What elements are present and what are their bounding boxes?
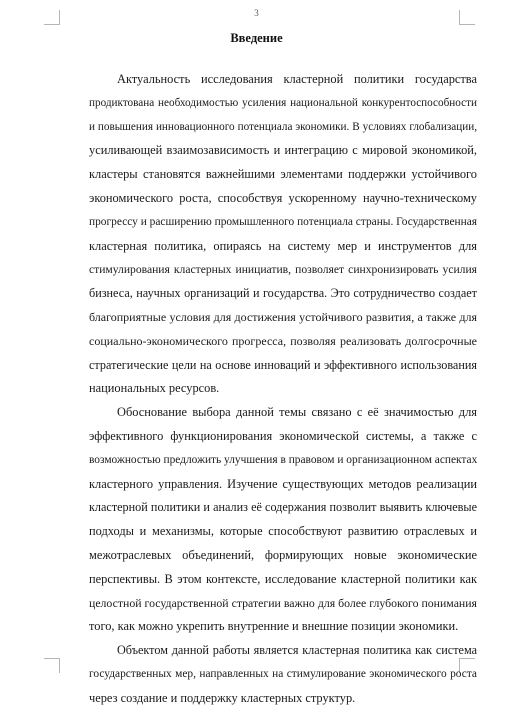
paragraph [89,68,477,401]
text-line: прогрессу и расширению промышленного потенциала страны. Государственная [89,215,478,228]
page-number: 3 [254,8,259,18]
paragraph [89,401,477,639]
body-text [89,68,477,711]
text-line: перспективы. В этом контексте, исследование кластерной политики как [89,571,477,586]
text-line: подходы и механизмы, которые способствуют развитию отраслевых и [89,524,477,539]
text-line: социально-экономического прогресса, позволяя реализовать долгосрочные [89,333,477,348]
text-line: усиливающей взаимозависимость и интеграцию с мировой экономикой, [89,143,477,158]
text-line: продиктована необходимостью усиления национальной конкурентоспособности [89,96,477,109]
text-line: благоприятные условия для достижения устойчивого развития, а также для [89,309,477,324]
page-title: Введение [230,31,283,45]
text-line: бизнеса, научных организаций и государства. Это сотрудничество создает [89,286,477,301]
text-line: стимулирования кластерных инициатив, позволяет синхронизировать усилия [89,263,477,277]
text-line: кластеры становятся важнейшими элементами поддержки устойчивого [89,167,477,182]
text-line: эффективного функционирования экономической системы, а также с [89,428,477,443]
text-line: и повышения инновационного потенциала экономики. В условиях глобализации, [89,120,477,133]
text-line: экономического роста, способствуя ускоренному научно-техническому [89,190,477,205]
text-line: Объектом данной работы является кластерная политика как система [117,643,477,658]
crop-mark [44,658,60,659]
text-line: целостной государственной стратегии важно для более глубокого понимания [89,595,477,610]
crop-mark [459,24,475,25]
text-line: Обоснование выбора данной темы связано с её значимостью для [117,405,477,420]
text-line: того, как можно укрепить внутренние и внешние позиции экономики. [89,619,459,634]
crop-mark [44,24,60,25]
text-line: кластерная политика, опираясь на систему мер и инструментов для [89,238,477,253]
text-line: кластерного управления. Изучение существующих методов реализации [89,476,477,491]
text-line: межотраслевых объединений, формирующих новые экономические [89,547,477,562]
text-line: национальных ресурсов. [89,381,220,396]
text-line: кластерной политики и анализ её содержания позволит выявить ключевые [89,500,477,515]
text-line: через создание и поддержку кластерных структур. [89,690,356,705]
crop-mark [59,658,60,673]
text-line: стратегические цели на основе инноваций и эффективного использования [89,357,477,372]
text-line: Актуальность исследования кластерной политики государства [117,72,477,86]
text-line: государственных мер, направленных на стимулирование экономического роста [89,667,477,680]
text-line: возможностью предложить улучшения в правовом и организационном аспектах [89,453,478,466]
